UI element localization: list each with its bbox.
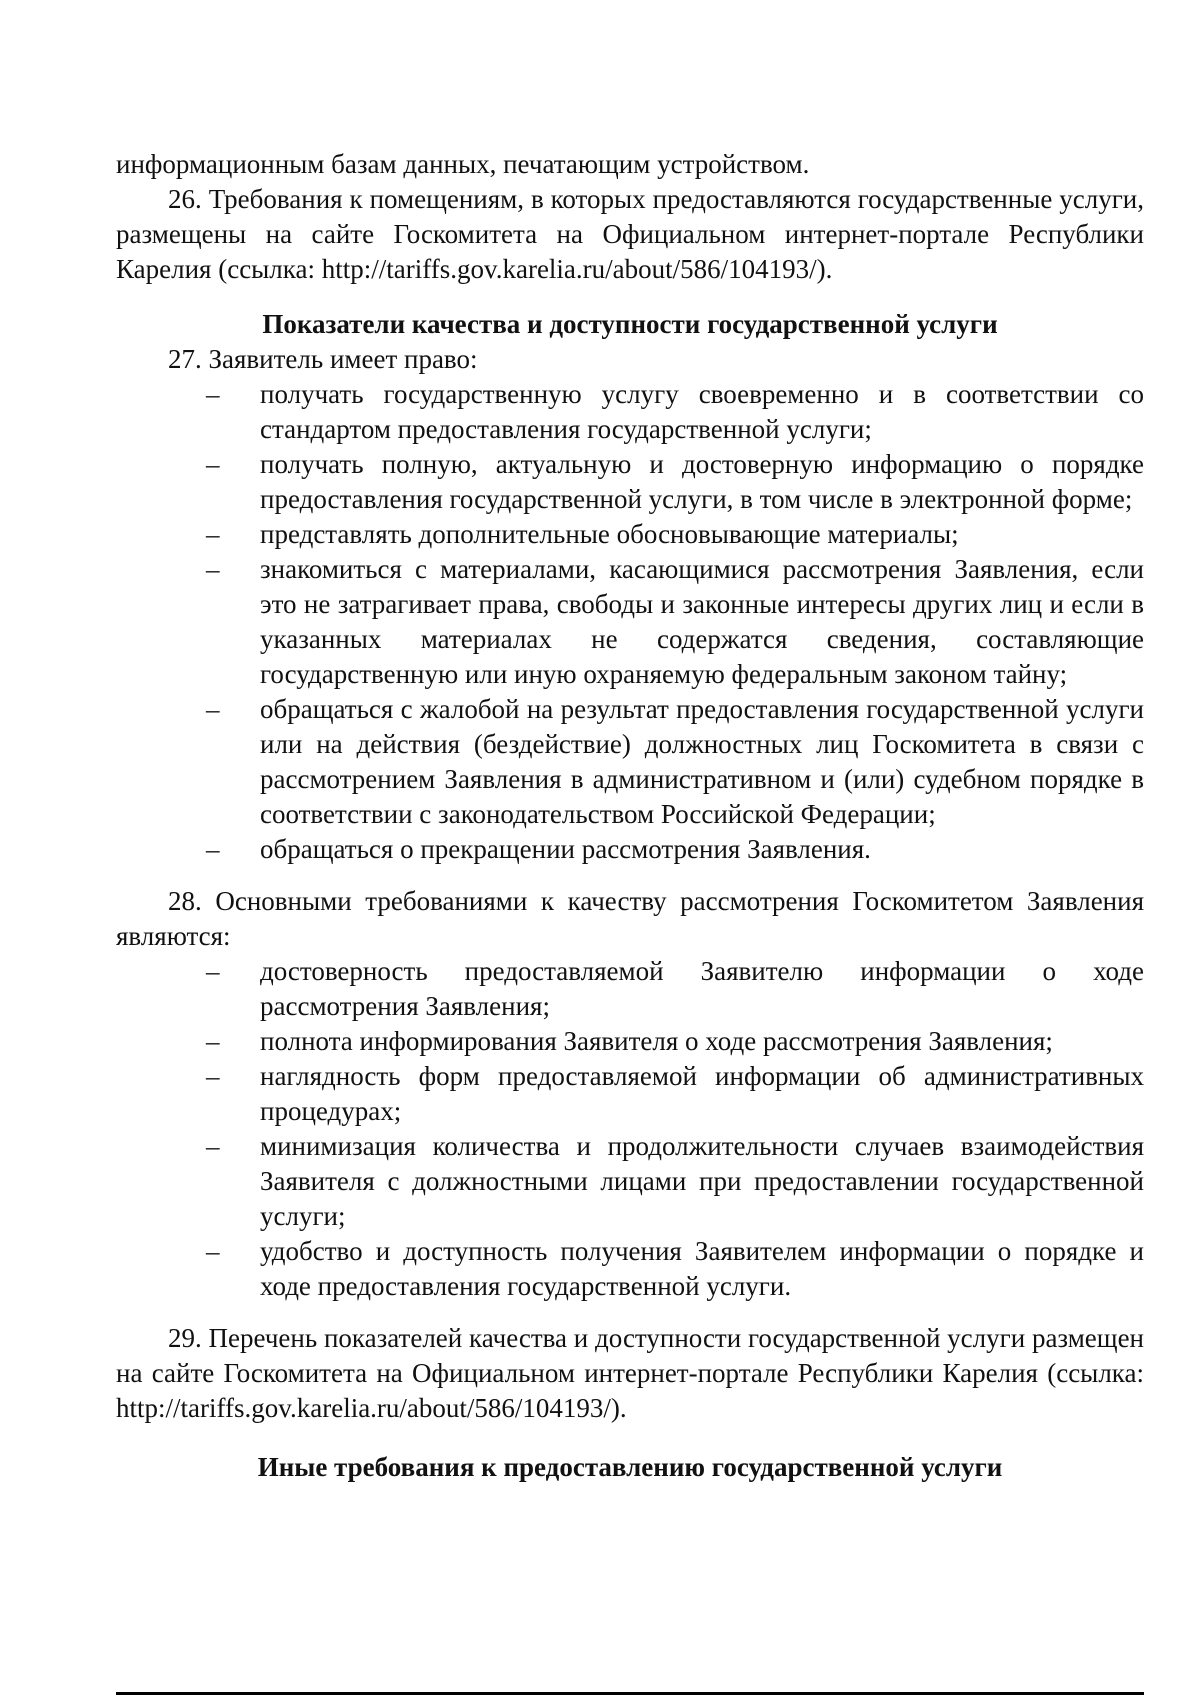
dash-marker: – — [206, 1061, 220, 1091]
list-item — [116, 1059, 1144, 1129]
section-heading-quality: Показатели качества и доступности государственной услуги — [262, 309, 998, 339]
list-item-text: обращаться с жалобой на результат предоставления государственной услуги или на действия (бездействие) должностных лиц Госкомитета в связи с рассмотрением Заявления в административном и (или) судебном порядке в соответствии с законодательством Российской Федерации; — [260, 694, 1144, 829]
list-item-text: достоверность предоставляемой Заявителю информации о ходе рассмотрения Заявления; — [260, 956, 1144, 1021]
dash-marker: – — [206, 519, 220, 549]
list-item-text: полнота информирования Заявителя о ходе рассмотрения Заявления; — [260, 1026, 1053, 1056]
dash-marker: – — [206, 694, 220, 724]
list-item-text: получать государственную услугу своевременно и в соответствии со стандартом предоставления государственной услуги; — [260, 379, 1144, 444]
list-item — [116, 692, 1144, 832]
list-item — [116, 1129, 1144, 1234]
page-bottom-rule — [116, 1692, 1144, 1695]
list-item — [116, 1024, 1144, 1059]
rights-list — [116, 377, 1144, 867]
list-item — [116, 552, 1144, 692]
list-item-text: обращаться о прекращении рассмотрения Заявления. — [260, 834, 871, 864]
list-item — [116, 832, 1144, 867]
dash-marker: – — [206, 1131, 220, 1161]
dash-marker: – — [206, 834, 220, 864]
list-item — [116, 1234, 1144, 1304]
dash-marker: – — [206, 554, 220, 584]
list-item-text: удобство и доступность получения Заявителем информации о порядке и ходе предоставления государственной услуги. — [260, 1236, 1144, 1301]
continuation-paragraph: информационным базам данных, печатающим устройством. — [116, 149, 810, 179]
list-item — [116, 954, 1144, 1024]
list-item-text: знакомиться с материалами, касающимися рассмотрения Заявления, если это не затрагивает права, свободы и законные интересы других лиц и если в указанных материалах не содержатся сведения, составляющие государственную или иную охраняемую федеральным законом тайну; — [260, 554, 1144, 689]
list-item — [116, 377, 1144, 447]
list-item — [116, 517, 1144, 552]
dash-marker: – — [206, 449, 220, 479]
dash-marker: – — [206, 379, 220, 409]
paragraph-28-intro: 28. Основными требованиями к качеству рассмотрения Госкомитетом Заявления являются: — [116, 886, 1144, 951]
dash-marker: – — [206, 1026, 220, 1056]
list-item-text: представлять дополнительные обосновывающие материалы; — [260, 519, 959, 549]
paragraph-26: 26. Требования к помещениям, в которых предоставляются государственные услуги, размещены на сайте Госкомитета на Официальном интернет-портале Республики Карелия (ссылка: http://tariffs.gov.karelia.ru/about/586/104193/). — [116, 184, 1144, 284]
list-item — [116, 447, 1144, 517]
list-item-text: получать полную, актуальную и достоверную информацию о порядке предоставления государственной услуги, в том числе в электронной форме; — [260, 449, 1144, 514]
section-heading-other: Иные требования к предоставлению государственной услуги — [257, 1452, 1003, 1482]
list-item-text: минимизация количества и продолжительности случаев взаимодействия Заявителя с должностными лицами при предоставлении государственной услуги; — [260, 1131, 1144, 1231]
list-item-text: наглядность форм предоставляемой информации об административных процедурах; — [260, 1061, 1144, 1126]
paragraph-27-intro: 27. Заявитель имеет право: — [168, 344, 478, 374]
dash-marker: – — [206, 1236, 220, 1266]
dash-marker: – — [206, 956, 220, 986]
document-body — [116, 147, 1144, 1485]
requirements-list — [116, 954, 1144, 1304]
paragraph-29: 29. Перечень показателей качества и доступности государственной услуги размещен на сайте Госкомитета на Официальном интернет-портале Республики Карелия (ссылка: http://tariffs.gov.karelia.ru/about/586/104193/). — [116, 1323, 1144, 1423]
